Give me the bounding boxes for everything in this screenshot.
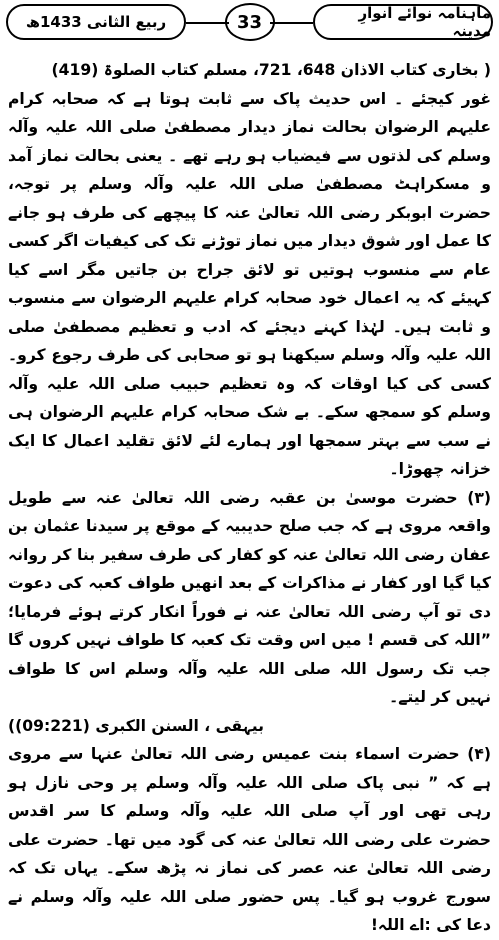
magazine-title: ماہنامہ نوائے انوارِ مدینہ (313, 4, 493, 40)
page-header (6, 4, 493, 44)
reference-bukhari: ( بخاری کتاب الاذان 648، 721، مسلم کتاب الصلوۃ (419) (51, 61, 491, 79)
header-rule-right (270, 22, 313, 24)
issue-date: ربیع الثانی 1433ھ (6, 4, 186, 40)
page-number: 33 (225, 3, 275, 41)
article-body (8, 56, 491, 940)
paragraph-hadith-4: (۴) حضرت اسماء بنت عمیس رضی اللہ تعالیٰ عنہا سے مروی ہے کہ ” نبی پاک صلی اللہ علیہ وآلہ وسلم پر وحی نازل ہو رہی تھی اور آپ صلی اللہ علیہ وآلہ وسلم کا سر اقدس حضرت علی رضی اللہ تعالیٰ عنہ کی گود میں تھا۔ حضرت علی رضی اللہ تعالیٰ عنہ عصر کی نماز نہ پڑھ سکے۔ یہاں تک کہ سورج غروب ہو گیا۔ پس حضور صلی اللہ علیہ وآلہ وسلم نے دعا کی :اے اللہ! (8, 745, 491, 934)
header-rule-left (186, 22, 229, 24)
paragraph-commentary: غور کیجئے ۔ اس حدیث پاک سے ثابت ہوتا ہے کہ صحابہ کرام علیہم الرضوان بحالت نماز دیدار مصطفیٰ صلی اللہ علیہ وآلہ وسلم کی لذتوں سے فیضیاب ہو رہے تھے ۔ یعنی بحالت نماز آمد و مسکراہٹ مصطفیٰ صلی اللہ علیہ وآلہ وسلم پر توجہ، حضرت ابوبکر رضی اللہ تعالیٰ عنہ کا پیچھے کی طرف ہو جانے کا عمل اور شوق دیدار میں نماز توڑنے تک کی کیفیات اگر کسی عام سے منسوب ہوتیں تو لائق جراح بن جاتیں مگر اسے کیا کہیئے کہ یہ اعمال خود صحابہ کرام علیہم الرضوان سے منسوب و ثابت ہیں۔ لہٰذا کہنے دیجئے کہ ادب و تعظیم مصطفیٰ صلی اللہ علیہ وآلہ وسلم سیکھنا ہو تو صحابی کی طرف رجوع کرو۔ کسی کی کیا اوقات کہ وہ تعظیم حبیب صلی اللہ علیہ وآلہ وسلم کو سمجھ سکے۔ بے شک صحابہ کرام علیہم الرضوان ہی نے سب سے بہتر سمجھا اور ہمارے لئے لائق تقلید اعمال کا ایک خزانہ چھوڑا۔ (8, 89, 491, 478)
paragraph-hadith-3: (۳) حضرت موسیٰ بن عقبہ رضی اللہ تعالیٰ عنہ سے طویل واقعہ مروی ہے کہ جب صلح حدیبیہ کے موقع پر سیدنا عثمان بن عفان رضی اللہ تعالیٰ عنہ کو کفار کی طرف سفیر بنا کر روانہ کیا گیا اور کفار نے مذاکرات کے بعد انھیں طواف کعبہ کی دعوت دی تو آپ رضی اللہ تعالیٰ عنہ نے فوراً انکار کرتے ہوئے فرمایا؛ ”اللہ کی قسم ! میں اس وقت تک کعبہ کا طواف نہیں کروں گا جب تک رسول اللہ صلی اللہ علیہ وآلہ وسلم اس کا طواف نہیں کر لیتے۔ (8, 488, 491, 706)
reference-bayhaqi: (بیہقی ، السنن الکبری (09:221) (8, 716, 264, 735)
